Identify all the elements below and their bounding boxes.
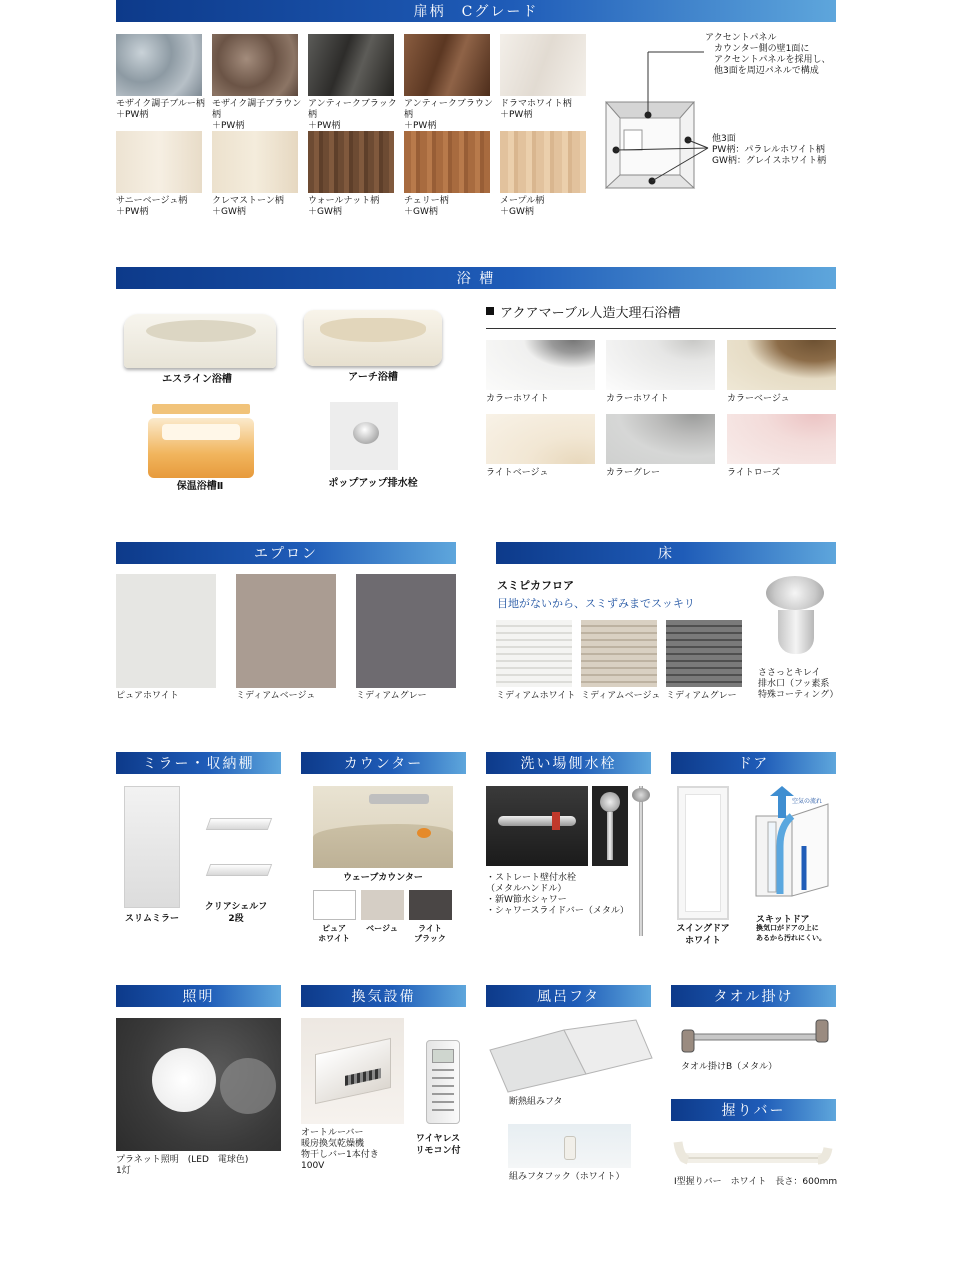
arch-bathtub-image bbox=[304, 306, 442, 368]
tile-label: モザイク調子ブルー柄 ＋PW柄 bbox=[116, 99, 205, 120]
wave-counter-image bbox=[313, 786, 453, 868]
towel-header: タオル掛け bbox=[671, 985, 836, 1007]
lid-hook-label: 組みフタフック（ホワイト） bbox=[509, 1172, 625, 1182]
floor-color-label: ミディアムベージュ bbox=[581, 691, 661, 701]
marble-color-label: ライトローズ bbox=[727, 468, 781, 478]
marble-color-2 bbox=[606, 340, 715, 390]
swing-door-label: スイングドア ホワイト bbox=[676, 924, 730, 946]
tile-antique-brown bbox=[404, 34, 490, 96]
tile-antique-black bbox=[308, 34, 394, 96]
ventilation-unit-image bbox=[301, 1018, 404, 1124]
apron-medium-beige bbox=[236, 574, 336, 688]
apron-color-label: ミディアムグレー bbox=[356, 691, 427, 701]
marble-title: アクアマーブル人造大理石浴槽 bbox=[500, 306, 681, 321]
floor-medium-beige bbox=[581, 620, 657, 687]
tile-crema-stone bbox=[212, 131, 298, 193]
lighting-header: 照明 bbox=[116, 985, 281, 1007]
tile-label: チェリー柄 ＋GW柄 bbox=[404, 196, 449, 217]
counter-color-label: ベージュ bbox=[366, 924, 398, 933]
floor-medium-gray bbox=[666, 620, 742, 687]
marble-title-rule bbox=[486, 328, 836, 329]
planet-light-image bbox=[116, 1018, 281, 1151]
marble-color-label: カラーホワイト bbox=[606, 394, 669, 404]
floor-drain-label: ささっとキレイ 排水口（フッ素系 特殊コーティング） bbox=[758, 668, 839, 700]
marble-color-label: ライトベージュ bbox=[486, 468, 549, 478]
marble-color-label: カラーホワイト bbox=[486, 394, 549, 404]
marble-color-6 bbox=[727, 414, 836, 464]
faucet-image bbox=[486, 786, 588, 866]
wireless-remote-label: ワイヤレス リモコン付 bbox=[415, 1134, 461, 1156]
planet-light-label: プラネット照明 (LED 電球色) 1灯 bbox=[116, 1155, 249, 1176]
skit-door-description: 換気口がドアの上に あるから汚れにくい。 bbox=[756, 924, 826, 942]
esline-bathtub-label: エスライン浴槽 bbox=[162, 374, 232, 385]
tile-label: アンティークブラック柄 ＋PW柄 bbox=[308, 99, 397, 131]
faucet-description: ・ストレート壁付水栓 （メタルハンドル） ・新W節水シャワー ・シャワースライドバー（メタル） bbox=[486, 873, 629, 916]
tile-cherry bbox=[404, 131, 490, 193]
grab-bar-label: I型握りバー ホワイト 長さ：600mm bbox=[674, 1177, 838, 1187]
airflow-label: 空気の流れ bbox=[792, 798, 823, 805]
apron-header: エプロン bbox=[116, 542, 456, 564]
apron-pure-white bbox=[116, 574, 216, 688]
tile-maple bbox=[500, 131, 586, 193]
popup-drain-label: ポップアップ排水栓 bbox=[328, 478, 418, 489]
counter-color-label: ライト ブラック bbox=[414, 924, 446, 943]
floor-color-label: ミディアムグレー bbox=[666, 691, 737, 701]
arch-bathtub-label: アーチ浴槽 bbox=[348, 372, 398, 383]
tile-label: クレマストーン柄 ＋GW柄 bbox=[212, 196, 284, 217]
tile-walnut bbox=[308, 131, 394, 193]
tile-mosaic-blue bbox=[116, 34, 202, 96]
wireless-remote-image bbox=[426, 1040, 460, 1124]
grab-bar-image bbox=[670, 1130, 836, 1174]
accent-panel-note: アクセントパネル カウンター側の壁1面に アクセントパネルを採用し、 他3面を周辺パネルで構成 bbox=[705, 33, 831, 76]
floor-header: 床 bbox=[496, 542, 836, 564]
apron-color-label: ピュアホワイト bbox=[116, 691, 179, 701]
esline-bathtub-image bbox=[124, 308, 276, 372]
clear-shelf-image-2 bbox=[206, 864, 272, 876]
lid-header: 風呂フタ bbox=[486, 985, 651, 1007]
floor-tagline: 目地がないから、スミずみまでスッキリ bbox=[497, 597, 695, 610]
marble-square-icon bbox=[486, 307, 494, 315]
tile-drama-white bbox=[500, 34, 586, 96]
counter-color-pure-white bbox=[313, 890, 356, 920]
insulated-lid-label: 断熱組みフタ bbox=[509, 1097, 563, 1107]
slim-mirror-image bbox=[124, 786, 180, 908]
counter-header: カウンター bbox=[301, 752, 466, 774]
floor-medium-white bbox=[496, 620, 572, 687]
slim-mirror-label: スリムミラー bbox=[124, 914, 179, 924]
tile-label: アンティークブラウン柄 ＋PW柄 bbox=[404, 99, 493, 131]
tile-label: メープル柄 ＋GW柄 bbox=[500, 196, 545, 217]
apron-color-label: ミディアムベージュ bbox=[236, 691, 316, 701]
marble-color-label: カラーグレー bbox=[606, 468, 661, 478]
counter-color-label: ピュア ホワイト bbox=[318, 924, 350, 943]
clear-shelf-image-1 bbox=[206, 818, 272, 830]
clear-shelf-label: クリアシェルフ 2段 bbox=[204, 902, 268, 924]
towel-bar-label: タオル掛けB（メタル） bbox=[681, 1062, 778, 1072]
door-pattern-header: 扉柄 Cグレード bbox=[116, 0, 836, 22]
marble-color-1 bbox=[486, 340, 595, 390]
slide-bar-image bbox=[630, 786, 652, 936]
tile-mosaic-brown bbox=[212, 34, 298, 96]
grab-bar-header: 握りバー bbox=[671, 1099, 836, 1121]
floor-product-name: スミピカフロア bbox=[497, 579, 574, 592]
tile-sunny-beige bbox=[116, 131, 202, 193]
insulated-bathtub-image bbox=[148, 404, 254, 478]
counter-color-beige bbox=[361, 890, 404, 920]
apron-medium-gray bbox=[356, 574, 456, 688]
marble-color-5 bbox=[606, 414, 715, 464]
faucet-header: 洗い場側水栓 bbox=[486, 752, 651, 774]
popup-drain-image bbox=[330, 402, 398, 470]
wave-counter-label: ウェーブカウンター bbox=[343, 873, 423, 883]
lid-hook-image bbox=[508, 1124, 631, 1168]
shower-head-image bbox=[592, 786, 628, 866]
mirror-header: ミラー・収納棚 bbox=[116, 752, 281, 774]
bathtub-header: 浴 槽 bbox=[116, 267, 836, 289]
marble-color-3 bbox=[727, 340, 836, 390]
tile-label: モザイク調子ブラウン柄 ＋PW柄 bbox=[212, 99, 302, 131]
door-header: ドア bbox=[671, 752, 836, 774]
insulated-bathtub-label: 保温浴槽Ⅱ bbox=[176, 481, 224, 492]
tile-label: ドラマホワイト柄 ＋PW柄 bbox=[500, 99, 572, 120]
insulated-lid-image bbox=[486, 1016, 654, 1094]
towel-bar-image bbox=[676, 1014, 836, 1058]
skit-door-title: スキットドア bbox=[756, 915, 810, 925]
other-panels-note: 他3面 PW柄：パラレルホワイト柄 GW柄：グレイスホワイト柄 bbox=[712, 134, 827, 166]
counter-color-light-black bbox=[409, 890, 452, 920]
marble-color-label: カラーベージュ bbox=[727, 394, 790, 404]
floor-color-label: ミディアムホワイト bbox=[496, 691, 576, 701]
tile-label: サニーベージュ柄 ＋PW柄 bbox=[116, 196, 188, 217]
ventilation-label: オートルーバー 暖房換気乾燥機 物干しバー1本付き 100V bbox=[301, 1128, 379, 1171]
floor-drain-image bbox=[760, 574, 830, 662]
tile-label: ウォールナット柄 ＋GW柄 bbox=[308, 196, 380, 217]
marble-color-4 bbox=[486, 414, 595, 464]
swing-door-image bbox=[677, 786, 729, 920]
ventilation-header: 換気設備 bbox=[301, 985, 466, 1007]
